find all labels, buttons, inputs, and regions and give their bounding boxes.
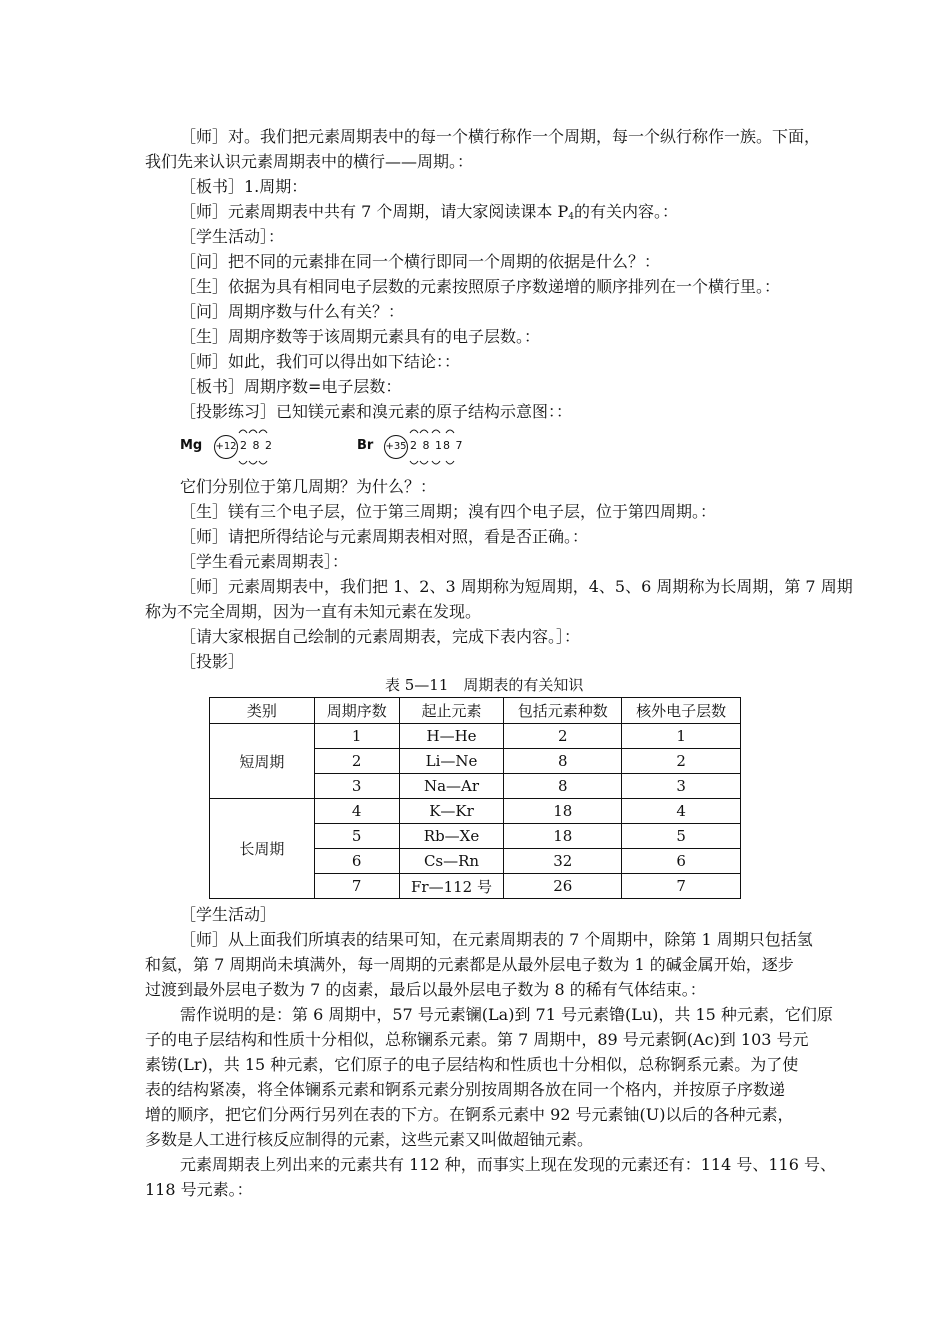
nucleus-circle: +12 — [214, 435, 238, 459]
paragraph-line: 增的顺序，把它们分两行另列在表的下方。在锕系元素中 92 号元素铀(U)以后的各种元素， — [145, 1105, 794, 1124]
nucleus-circle: +35 — [384, 435, 408, 459]
table-cell: 1 — [314, 724, 399, 749]
table-header-row — [210, 698, 741, 724]
table-cell: 7 — [314, 874, 399, 899]
paragraph-line: ［投影练习］已知镁元素和溴元素的原子结构示意图：： — [180, 402, 573, 421]
subscript: 4 — [568, 212, 574, 222]
paragraph-line: ［生］镁有三个电子层，位于第三周期；溴有四个电子层，位于第四周期。： — [180, 502, 717, 521]
electron-shells: 2 8 2 — [240, 439, 273, 452]
table-cell: Li—Ne — [399, 749, 504, 774]
element-symbol: Mg — [180, 438, 203, 453]
paragraph-line: 118 号元素。： — [145, 1180, 253, 1199]
paragraph-line: ［师］请把所得结论与元素周期表相对照，看是否正确。： — [180, 527, 589, 546]
paragraph-line: ［师］元素周期表中，我们把 1、2、3 周期称为短周期，4、5、6 周期称为长周期，第 7 周期 — [180, 577, 853, 596]
paragraph-line: 元素周期表上列出来的元素共有 112 种，而事实上现在发现的元素还有：114 号、116 号、 — [180, 1155, 836, 1174]
group-cell: 短周期 — [210, 724, 315, 799]
paragraph-line: 素铹(Lr)，共 15 种元素，它们原子的电子层结构和性质也十分相似，总称锕系元素。为了使 — [145, 1055, 799, 1074]
paragraph-line: 过渡到最外层电子数为 7 的卤素，最后以最外层电子数为 8 的稀有气体结束。： — [145, 980, 706, 999]
paragraph-line: ［学生活动］ — [180, 905, 277, 924]
paragraph-line: ［板书］1.周期： — [180, 177, 308, 196]
paragraph-line: ［问］周期序数与什么有关？： — [180, 302, 405, 321]
table-cell: 32 — [504, 849, 622, 874]
group-cell: 长周期 — [210, 799, 315, 899]
paragraph-line: 子的电子层结构和性质十分相似，总称镧系元素。第 7 周期中，89 号元素锕(Ac)到 103 号元 — [145, 1030, 809, 1049]
table-cell: 1 — [622, 724, 741, 749]
paragraph-line: 和氦，第 7 周期尚未填满外，每一周期的元素都是从最外层电子数为 1 的碱金属开始，逐步 — [145, 955, 794, 974]
table-cell: Rb—Xe — [399, 824, 504, 849]
table-cell: 4 — [622, 799, 741, 824]
table-cell: Cs—Rn — [399, 849, 504, 874]
header-cell: 周期序数 — [314, 698, 399, 724]
paragraph-line: 它们分别位于第几周期？为什么？： — [180, 477, 437, 496]
paragraph-line: 我们先来认识元素周期表中的横行——周期。： — [145, 152, 474, 171]
table-row — [210, 799, 741, 824]
table-cell: 3 — [314, 774, 399, 799]
table-cell: Fr—112 号 — [399, 874, 504, 899]
mg-atom-diagram — [180, 425, 280, 471]
br-atom-diagram — [357, 425, 477, 471]
paragraph-line: 称为不完全周期，因为一直有未知元素在发现。 — [145, 602, 482, 621]
table-cell: H—He — [399, 724, 504, 749]
table-caption: 表 5—11 周期表的有关知识 — [385, 676, 584, 694]
table-cell: 5 — [622, 824, 741, 849]
paragraph-line: ［生］周期序数等于该周期元素具有的电子层数。： — [180, 327, 541, 346]
header-cell: 类别 — [210, 698, 315, 724]
table-cell: 7 — [622, 874, 741, 899]
paragraph-line: ［师］从上面我们所填表的结果可知，在元素周期表的 7 个周期中，除第 1 周期只包括氢 — [180, 930, 813, 949]
paragraph-line: 表的结构紧凑，将全体镧系元素和锕系元素分别按周期各放在同一个格内，并按原子序数递 — [145, 1080, 786, 1099]
table-cell: 6 — [314, 849, 399, 874]
paragraph-line: ［请大家根据自己绘制的元素周期表，完成下表内容。］： — [180, 627, 581, 646]
paragraph-line: ［师］对。我们把元素周期表中的每一个横行称作一个周期，每一个纵行称作一族。下面， — [180, 127, 821, 146]
table-cell: K—Kr — [399, 799, 504, 824]
table-cell: 2 — [622, 749, 741, 774]
table-cell: 3 — [622, 774, 741, 799]
paragraph-line: 需作说明的是：第 6 周期中，57 号元素镧(La)到 71 号元素镥(Lu)，共 15 种元素，它们原 — [180, 1005, 833, 1024]
paragraph-line: ［投影］ — [180, 652, 245, 671]
text-segment: 的有关内容。： — [573, 202, 678, 221]
table-cell: 8 — [504, 749, 622, 774]
paragraph-line: ［板书］周期序数=电子层数： — [180, 377, 402, 396]
table-cell: 18 — [504, 799, 622, 824]
paragraph-line: ［生］依据为具有相同电子层数的元素按照原子序数递增的顺序排列在一个横行里。： — [180, 277, 781, 296]
table-cell: 18 — [504, 824, 622, 849]
table-cell: 26 — [504, 874, 622, 899]
table-cell: 6 — [622, 849, 741, 874]
table-cell: 4 — [314, 799, 399, 824]
table-cell: 8 — [504, 774, 622, 799]
header-cell: 起止元素 — [399, 698, 504, 724]
table-cell: 2 — [504, 724, 622, 749]
table-cell: Na—Ar — [399, 774, 504, 799]
table-cell: 5 — [314, 824, 399, 849]
period-knowledge-table — [209, 697, 741, 899]
paragraph-line: ［学生看元素周期表］： — [180, 552, 349, 571]
text-segment: ［师］元素周期表中共有 7 个周期，请大家阅读课本 P — [180, 202, 569, 221]
paragraph-line: ［问］把不同的元素排在同一个横行即同一个周期的依据是什么？： — [180, 252, 661, 271]
header-cell: 核外电子层数 — [622, 698, 741, 724]
header-cell: 包括元素种数 — [504, 698, 622, 724]
paragraph-line: 多数是人工进行核反应制得的元素，这些元素又叫做超铀元素。 — [145, 1130, 594, 1149]
element-symbol: Br — [357, 438, 374, 453]
electron-shells: 2 8 18 7 — [410, 439, 464, 452]
table-row — [210, 724, 741, 749]
table-cell: 2 — [314, 749, 399, 774]
paragraph-line — [180, 202, 678, 227]
paragraph-line: ［学生活动］： — [180, 227, 285, 246]
paragraph-line: ［师］如此，我们可以得出如下结论：： — [180, 352, 461, 371]
